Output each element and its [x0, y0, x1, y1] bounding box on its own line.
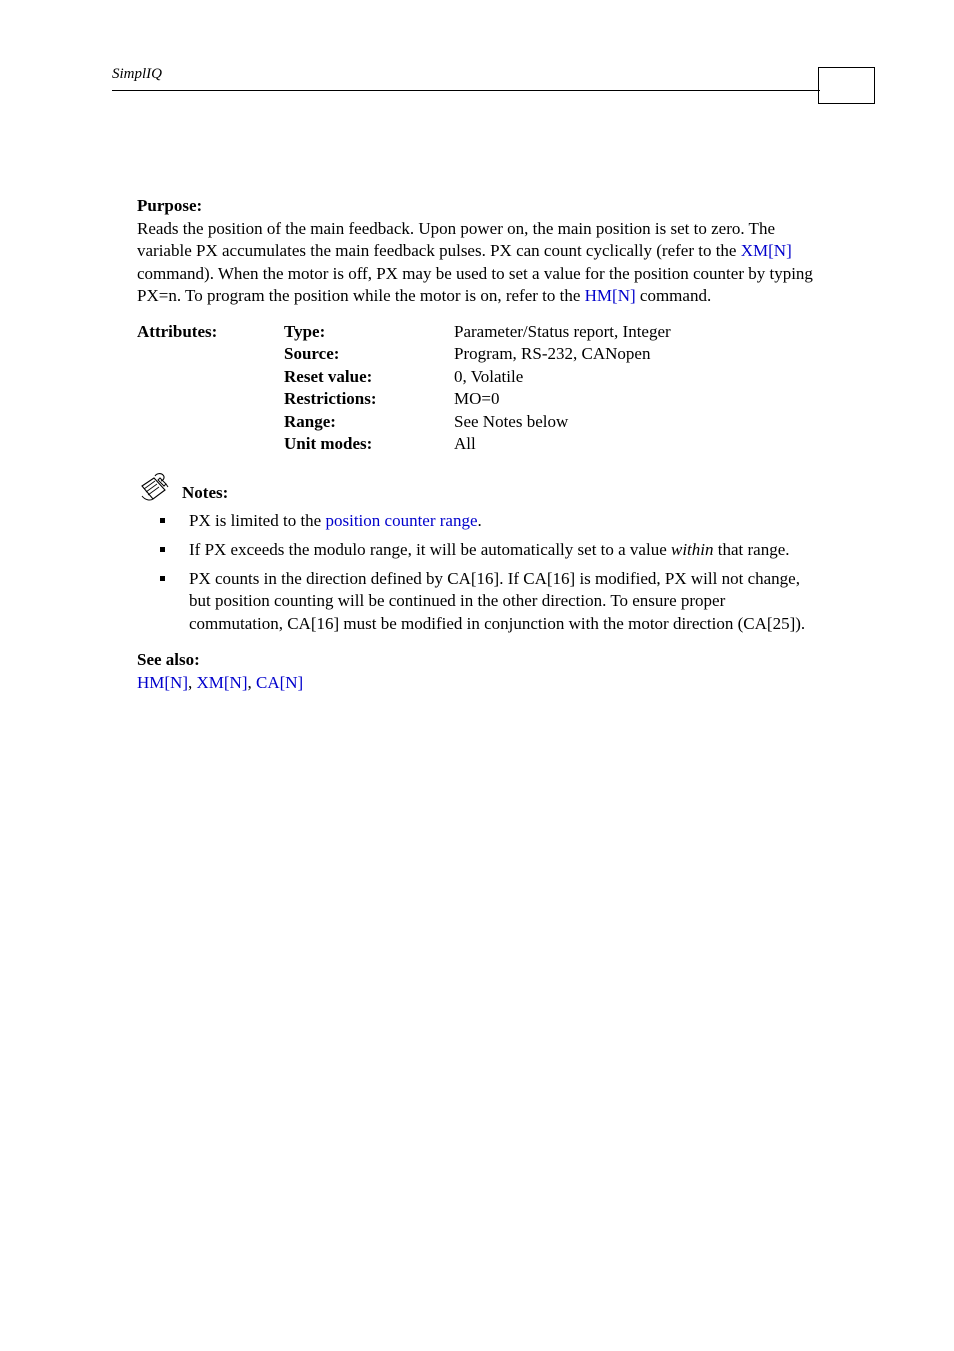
- attribute-name: Restrictions:: [284, 389, 377, 408]
- position-counter-range-link[interactable]: position counter range: [325, 510, 478, 530]
- attributes-table: [137, 321, 671, 456]
- note-emphasis: within: [671, 539, 714, 559]
- note-text: that range.: [713, 539, 790, 559]
- purpose-text-2: command). When the motor is off, PX may be used to set a value for the position counter by typing PX=n. To program the position while the motor is on, refer to the: [137, 263, 813, 305]
- attribute-name: Range:: [284, 411, 336, 431]
- attribute-row: [137, 343, 671, 366]
- note-text: PX counts in the direction defined by CA[16]. If CA[16] is modified, PX will not change, but position counting will be continued in the other direction. To ensure proper commutation, CA[16] must be modified in conjunction with the motor direction (CA[25]).: [189, 568, 806, 633]
- see-also-label: See also:: [137, 650, 200, 669]
- document-body: [137, 195, 817, 694]
- list-item: [137, 568, 817, 636]
- attribute-row: [137, 411, 671, 434]
- header-rule: [112, 90, 820, 91]
- note-pad-icon: [138, 472, 170, 502]
- attribute-value: All: [454, 434, 476, 453]
- bullet-icon: [160, 576, 165, 581]
- attribute-value: See Notes below: [454, 411, 569, 431]
- see-also-ca-link[interactable]: CA[N]: [256, 672, 304, 692]
- see-also-section: [137, 649, 817, 694]
- attribute-name: Source:: [284, 344, 340, 363]
- separator: ,: [188, 672, 197, 692]
- bullet-icon: [160, 518, 165, 523]
- attribute-value: Program, RS-232, CANopen: [454, 344, 651, 363]
- note-text: If PX exceeds the modulo range, it will be automatically set to a value: [189, 539, 671, 559]
- attribute-value: 0, Volatile: [454, 366, 524, 386]
- see-also-xm-link[interactable]: XM[N]: [196, 672, 248, 692]
- hm-link[interactable]: HM[N]: [584, 286, 636, 305]
- purpose-text: [137, 218, 817, 308]
- list-item: [137, 510, 817, 533]
- attribute-row: [137, 388, 671, 411]
- xm-link[interactable]: XM[N]: [740, 241, 792, 260]
- attribute-name: Unit modes:: [284, 434, 373, 453]
- attribute-name: Type:: [284, 321, 326, 341]
- note-text: PX is limited to the: [189, 510, 326, 530]
- notes-list: [137, 510, 817, 636]
- notes-header: [137, 472, 817, 506]
- attribute-name: Reset value:: [284, 366, 373, 386]
- purpose-text-3: command.: [635, 286, 712, 305]
- attribute-row: [137, 433, 671, 456]
- attribute-value: Parameter/Status report, Integer: [454, 321, 671, 341]
- note-text: .: [477, 510, 482, 530]
- purpose-label: Purpose:: [137, 196, 203, 215]
- purpose-text-1: Reads the position of the main feedback. Upon power on, the main position is set to zero. The variable PX accumulates the main feedback pulses. PX can count cyclically (refer to the: [137, 218, 775, 260]
- list-item: [137, 539, 817, 562]
- attribute-value: MO=0: [454, 389, 500, 408]
- bullet-icon: [160, 547, 165, 552]
- see-also-links: [137, 672, 817, 695]
- attribute-row: [137, 321, 671, 344]
- attribute-row: [137, 366, 671, 389]
- attributes-label: Attributes:: [137, 321, 218, 341]
- page-number-box: [818, 67, 875, 104]
- notes-label: Notes:: [182, 482, 229, 502]
- purpose-section: [137, 195, 817, 308]
- see-also-hm-link[interactable]: HM[N]: [137, 672, 188, 692]
- separator: ,: [247, 672, 256, 692]
- header-title: SimplIQ: [112, 66, 162, 82]
